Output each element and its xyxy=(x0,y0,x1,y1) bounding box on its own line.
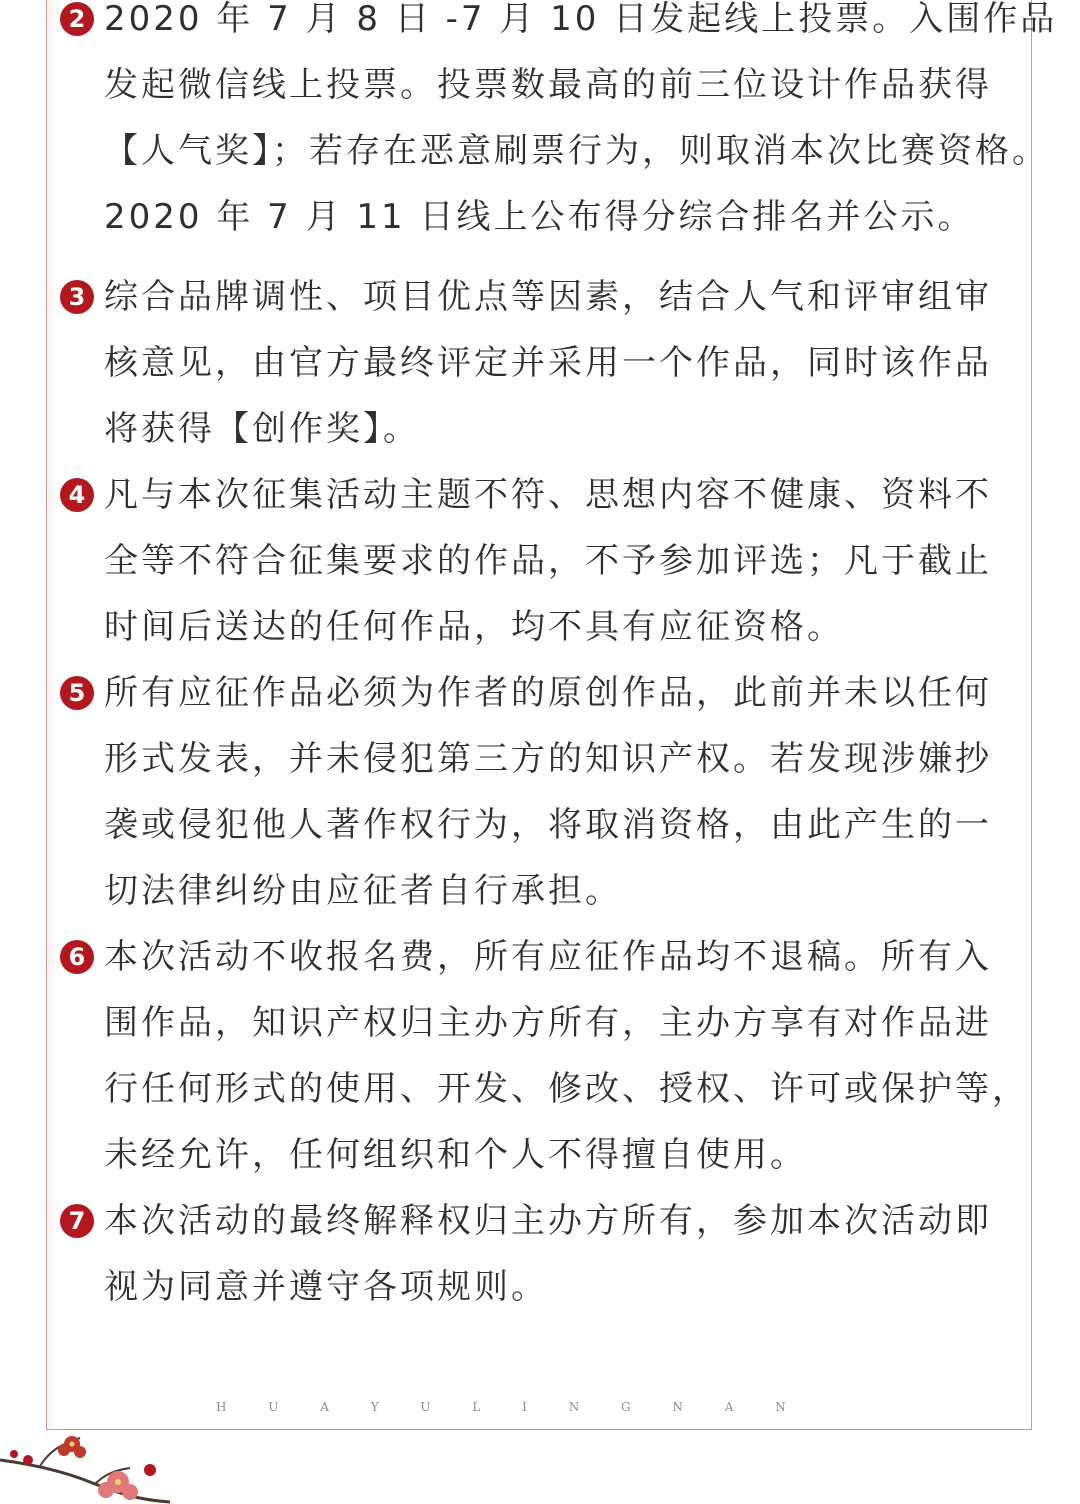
plum-blossom-icon xyxy=(0,1430,170,1504)
rule-item-3 xyxy=(60,264,1020,462)
rule-text-line: 全等不符合征集要求的作品，不予参加评选；凡于截止 xyxy=(104,541,992,581)
rule-number-badge: 7 xyxy=(60,1204,94,1238)
rule-text-line: 【人气奖】；若存在恶意刷票行为，则取消本次比赛资格。 xyxy=(104,131,1049,171)
rule-text-line: 切法律纠纷由应征者自行承担。 xyxy=(104,871,622,911)
rule-text-line: 行任何形式的使用、开发、修改、授权、许可或保护等， xyxy=(104,1069,1029,1109)
rule-text-line: 2020 年 7 月 8 日 -7 月 10 日发起线上投票。入围作品 xyxy=(104,0,1058,39)
footer-brand-text: H U A Y U L I N G N A N xyxy=(216,1400,805,1414)
rule-text-line: 将获得【创作奖】。 xyxy=(104,409,420,449)
rule-text-line: 核意见，由官方最终评定并采用一个作品，同时该作品 xyxy=(104,343,992,383)
rule-text-line: 时间后送达的任何作品，均不具有应征资格。 xyxy=(104,607,844,647)
rule-text-line: 视为同意并遵守各项规则。 xyxy=(104,1267,548,1307)
rule-item-5 xyxy=(60,660,1020,924)
rule-text-line: 综合品牌调性、项目优点等因素，结合人气和评审组审 xyxy=(104,277,992,317)
rule-text-line: 袭或侵犯他人著作权行为，将取消资格，由此产生的一 xyxy=(104,805,992,845)
rule-text-line: 未经允许，任何组织和个人不得擅自使用。 xyxy=(104,1135,807,1175)
rule-number-badge: 4 xyxy=(60,478,94,512)
frame-shadow xyxy=(48,0,58,1430)
rule-text-line: 所有应征作品必须为作者的原创作品，此前并未以任何 xyxy=(104,673,992,713)
rule-item-4 xyxy=(60,462,1020,660)
rule-text-line: 形式发表，并未侵犯第三方的知识产权。若发现涉嫌抄 xyxy=(104,739,992,779)
rule-item-7 xyxy=(60,1188,1020,1320)
rule-number-badge: 5 xyxy=(60,676,94,710)
rule-number-badge: 2 xyxy=(60,2,94,36)
rule-number-badge: 6 xyxy=(60,940,94,974)
rule-text-line: 本次活动的最终解释权归主办方所有，参加本次活动即 xyxy=(104,1201,992,1241)
rule-text-line: 凡与本次征集活动主题不符、思想内容不健康、资料不 xyxy=(104,475,992,515)
rule-item-2 xyxy=(60,0,1058,250)
rule-text-line: 围作品，知识产权归主办方所有，主办方享有对作品进 xyxy=(104,1003,992,1043)
rule-item-6 xyxy=(60,924,1029,1188)
rule-text-line: 本次活动不收报名费，所有应征作品均不退稿。所有入 xyxy=(104,937,992,977)
rule-number-badge: 3 xyxy=(60,280,94,314)
rule-text-line: 2020 年 7 月 11 日线上公布得分综合排名并公示。 xyxy=(104,197,975,237)
rule-text-line: 发起微信线上投票。投票数最高的前三位设计作品获得 xyxy=(104,65,992,105)
rules-list xyxy=(60,0,1058,1320)
